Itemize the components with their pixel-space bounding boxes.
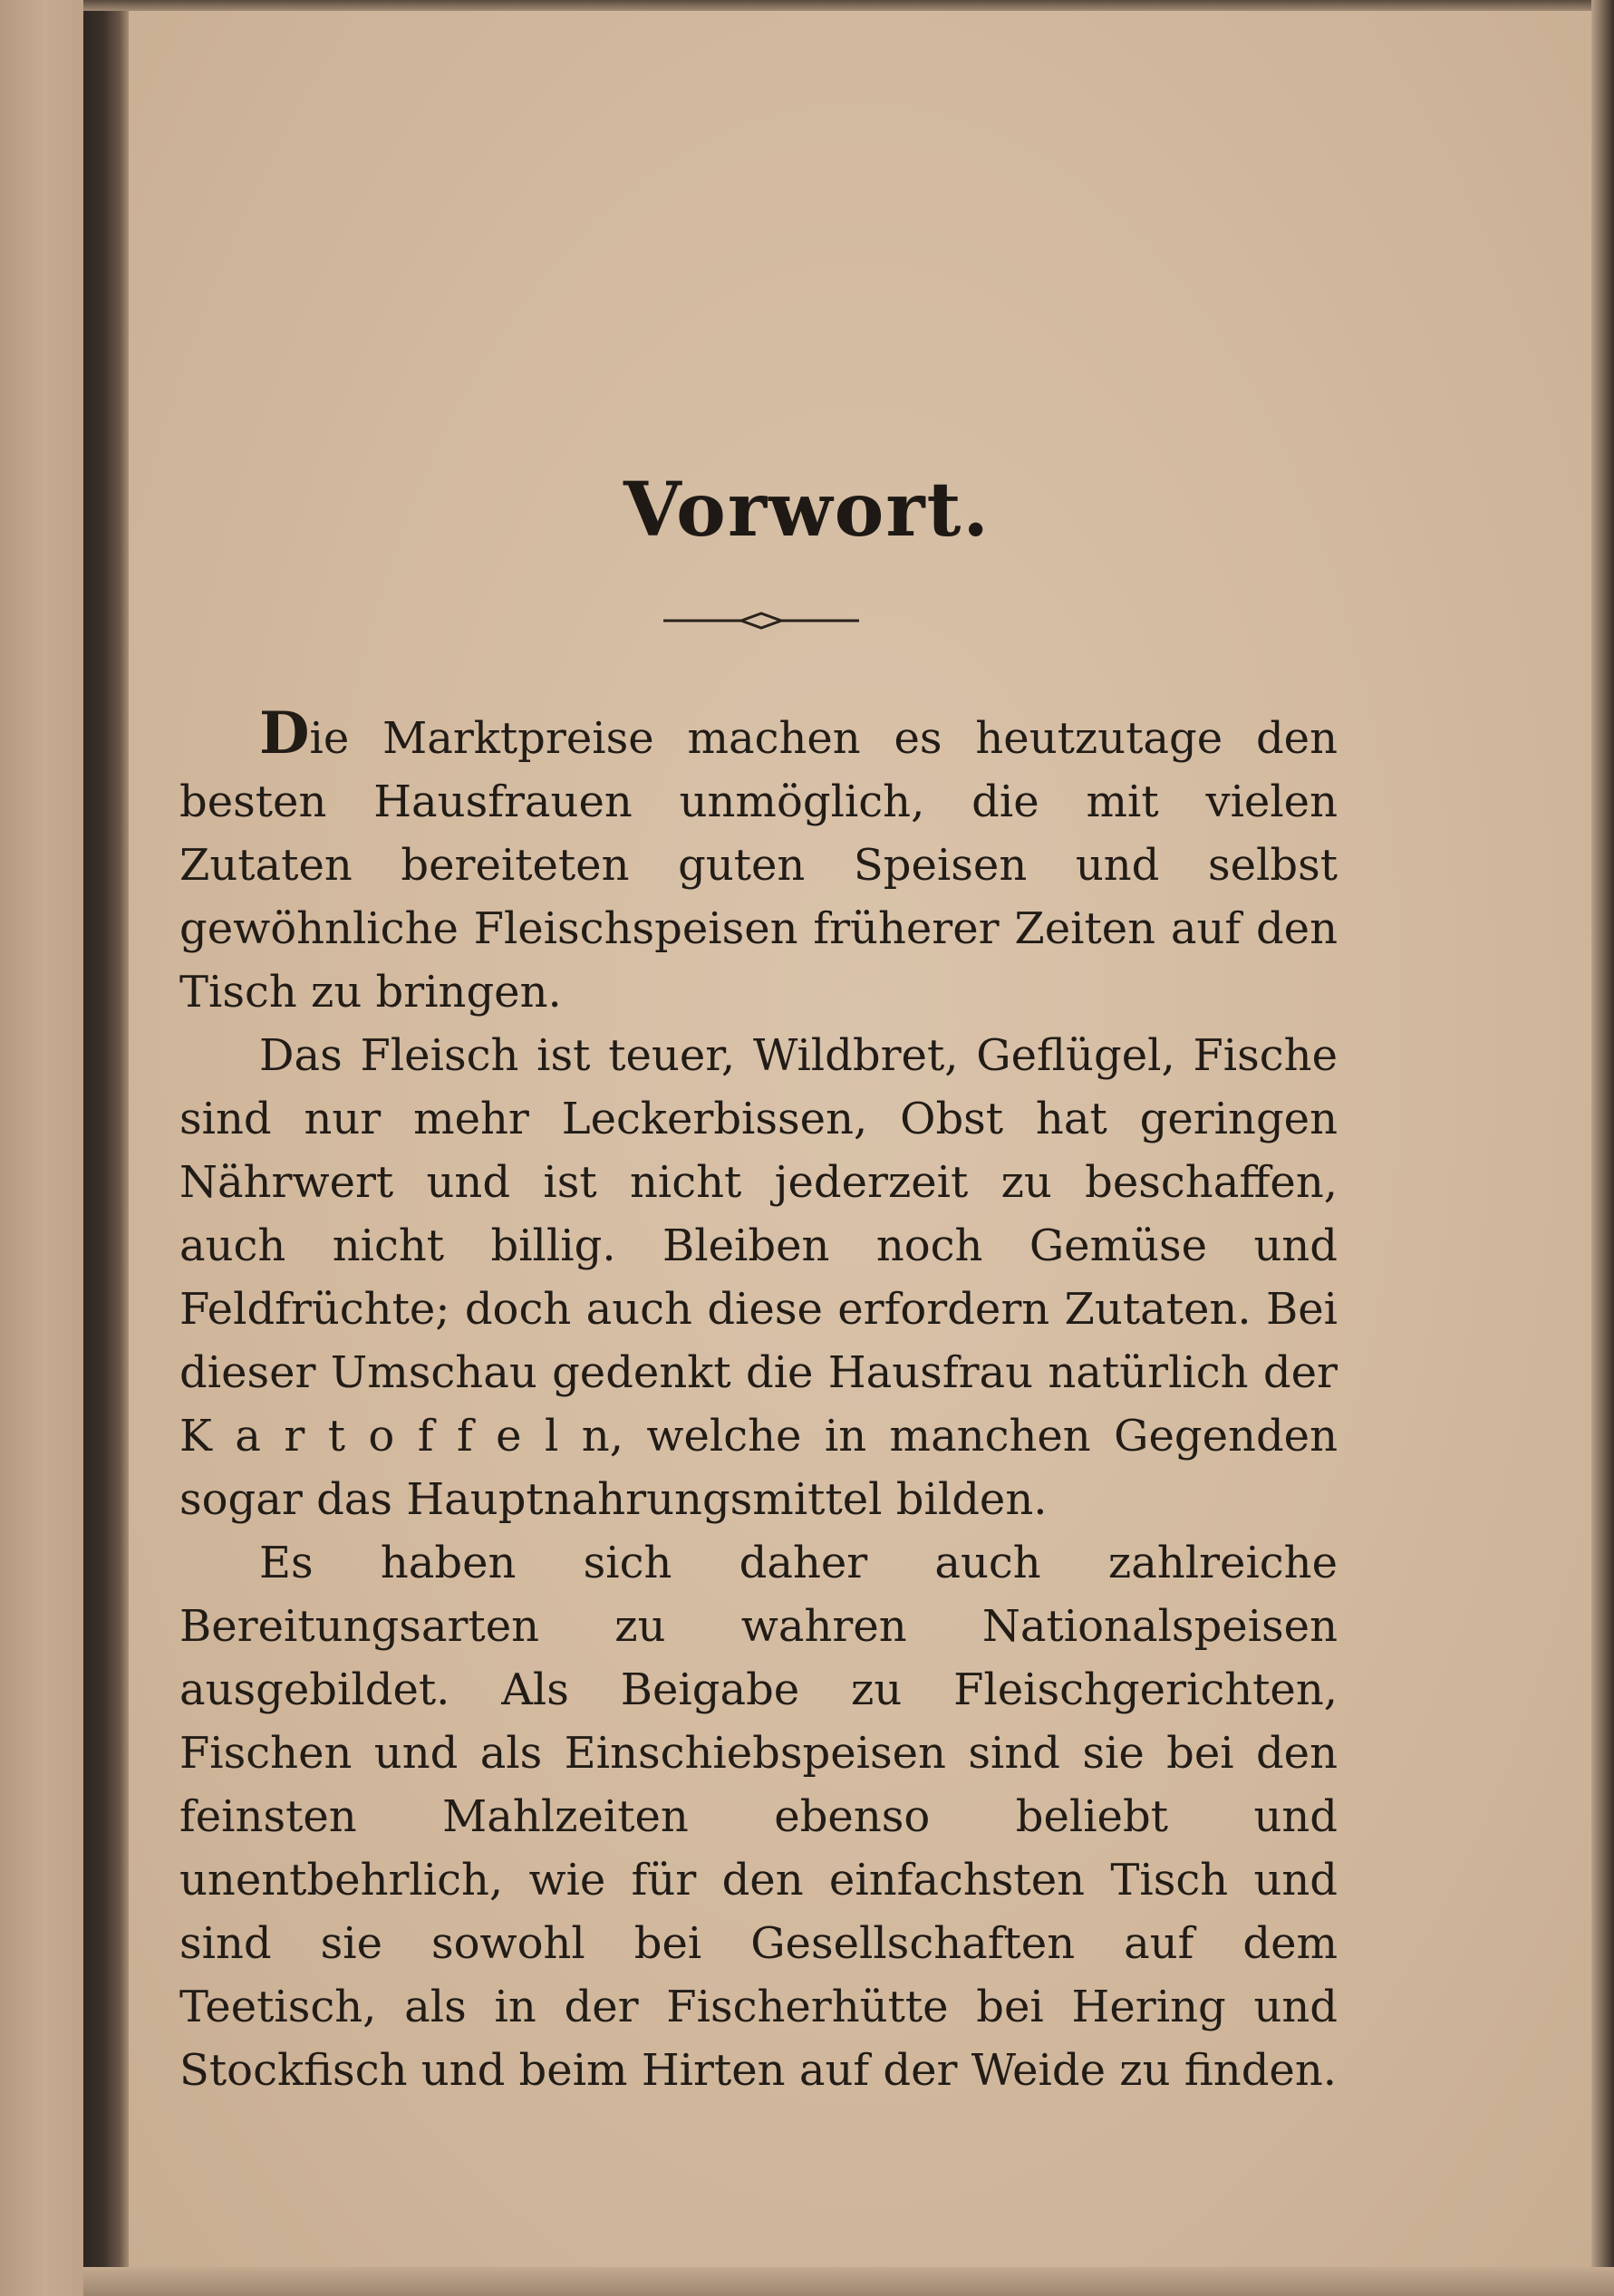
- drop-cap: D: [259, 699, 310, 767]
- paragraph-1: [179, 699, 1338, 1024]
- facing-page-edge: [0, 0, 83, 2296]
- divider-ornament-icon: [662, 607, 861, 634]
- paragraph-1-text: ie Marktpreise machen es heutzutage den besten Hausfrauen unmöglich, die mit vielen Zutaten bereiteten guten Speisen und selbst gewöhnliche Fleischspeisen früherer Zeiten auf den Tisch zu bringen.: [179, 713, 1338, 1018]
- page-top-edge: [83, 0, 1614, 11]
- paragraph-3: Es haben sich daher auch zahlreiche Bereitungsarten zu wahren Nationalspeisen ausgebildet. Als Beigabe zu Fleischgerichten, Fischen und als Einschiebspeisen sind sie bei den feinsten Mahlzeiten ebenso beliebt und unentbehrlich, wie für den einfachsten Tisch und sind sie sowohl bei Gesellschaften auf dem Teetisch, als in der Fischerhütte bei Hering und Stockfisch und beim Hirten auf der Weide zu finden.: [179, 1538, 1338, 2096]
- book-binding: [83, 0, 129, 2296]
- page-title: Vorwort.: [623, 467, 991, 554]
- page-bottom-edge: [83, 2267, 1614, 2296]
- paragraph-2: Das Fleisch ist teuer, Wildbret, Geflügel, Fische sind nur mehr Leckerbissen, Obst hat geringen Nährwert und ist nicht jederzeit zu beschaffen, auch nicht billig. Bleiben noch Gemüse und Feldfrüchte; doch auch diese erfordern Zutaten. Bei dieser Umschau gedenkt die Hausfrau natürlich der K a r t o f f e l n, welche in manchen Gegenden sogar das Hauptnahrungsmittel bilden.: [179, 1030, 1338, 1525]
- page-right-edge: [1591, 0, 1614, 2296]
- body-text: [179, 699, 1338, 2102]
